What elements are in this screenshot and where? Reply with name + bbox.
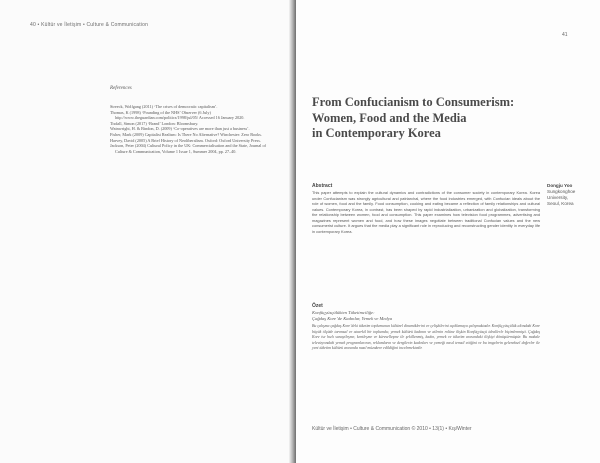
ozet-title (312, 310, 542, 322)
author-affiliation: Sungkonghoe (547, 189, 576, 194)
reference-item: Streeck, Wolfgang (2011) ‘The crises of democratic capitalism’. (110, 104, 218, 109)
author-name: Dongju Yoo (547, 183, 573, 188)
reference-item: Jackson, Peter (2004) Cultural Policy in the UK: Commercialisation and the State, Journal of Culture & Communication, Volume 1 Issue 1, Summer 2004, pp. 27–40. (110, 143, 266, 154)
reference-item: Harvey, David (2005) A Brief History of Neoliberalism. Oxford: Oxford University Press. (110, 137, 261, 143)
reference-item: Wainwright, H. & Bindon, D. (2009) ‘Co-operatives are more than just a business’. (110, 126, 250, 132)
author-block (547, 183, 597, 207)
left-page (0, 0, 292, 463)
left-running-head: 40 • Kültür ve İletişim • Culture & Communication (30, 22, 149, 28)
ozet-title-line: Konfüçyüsçülükten Tüketimciliğe: (312, 310, 375, 315)
right-page-number: 41 (562, 32, 568, 38)
right-page-footer: Kültür ve İletişim • Culture & Communication © 2010 • 13(1) • Kış/Winter (312, 426, 472, 432)
abstract-text: This paper attempts to explain the cultural dynamics and contradictions of the consumer society in contemporary Korea. Korea under Confucianism was strongly agricultural and patriarchal, where the food industries emerged, with Confucian ideals about the role of women, food and the family. Food consumption, cooking and eating became a reflection of family relationships and cultural values. Contemporary Korea, in contrast, has been shaped by rapid industrialization, urbanization and globalization, transforming the relationship between women, food and consumption. This paper examines how television food programmes, advertising and magazines represent women and food, and how these images negotiate between traditional Confucian values and the new consumerist culture. It argues that the media play a significant role in reproducing and reconstructing gender identity in everyday life in contemporary Korea. (312, 190, 540, 234)
references-list (110, 104, 275, 154)
ozet-heading: Özet (312, 303, 323, 309)
article-title (312, 95, 582, 142)
author-affiliation: University, (547, 195, 569, 200)
title-line: in Contemporary Korea (312, 126, 441, 140)
author-affiliation: Seoul, Korea (547, 201, 574, 206)
title-line: Women, Food and the Media (312, 110, 467, 125)
references-title: References (110, 86, 132, 91)
ozet-title-line: Çağdaş Kore’de Kadınlar, Yemek ve Medya (312, 316, 393, 321)
reference-item: Tisdall, Simon (2017) ‘Brand’ London: Bloomsbury. (110, 120, 199, 126)
reference-item: Thomas, K (1998) ‘Pounding of the NHS’ Observer (6 July) http://www.theguardian.com/politics/1998/jul/05/ Accessed 16 January 2020. (110, 109, 245, 120)
abstract-heading: Abstract (312, 183, 333, 189)
ozet-text: Bu çalışma çağdaş Kore’deki tüketim toplumunun kültürel dinamiklerini ve çelişkilerini açıklamaya çalışmaktadır. Konfüçyüsçülük altındaki Kore büyük ölçüde tarımsal ve ataerkil bir toplumdu; yemek kültürü kadının ve ailenin rolüne ilişkin Konfüçyüsçü ideallerle biçimlenmişti. Çağdaş Kore ise hızlı sanayileşme, kentleşme ve küreselleşme ile şekillenmiş, kadın, yemek ve tüketim arasındaki ilişkiyi dönüştürmüştür. Bu makale televizyondaki yemek programlarının, reklamların ve dergilerin kadınları ve yemeği nasıl temsil ettiğini ve bu imgelerin geleneksel değerler ile yeni tüketim kültürü arasında nasıl müzakere edildiğini incelemektedir. (312, 324, 540, 351)
title-line: From Confucianism to Consumerism: (312, 95, 515, 109)
reference-item: Fisher, Mark (2009) Capitalist Realism: Is There No Alternative? Winchester: Zero Books. (110, 132, 262, 138)
